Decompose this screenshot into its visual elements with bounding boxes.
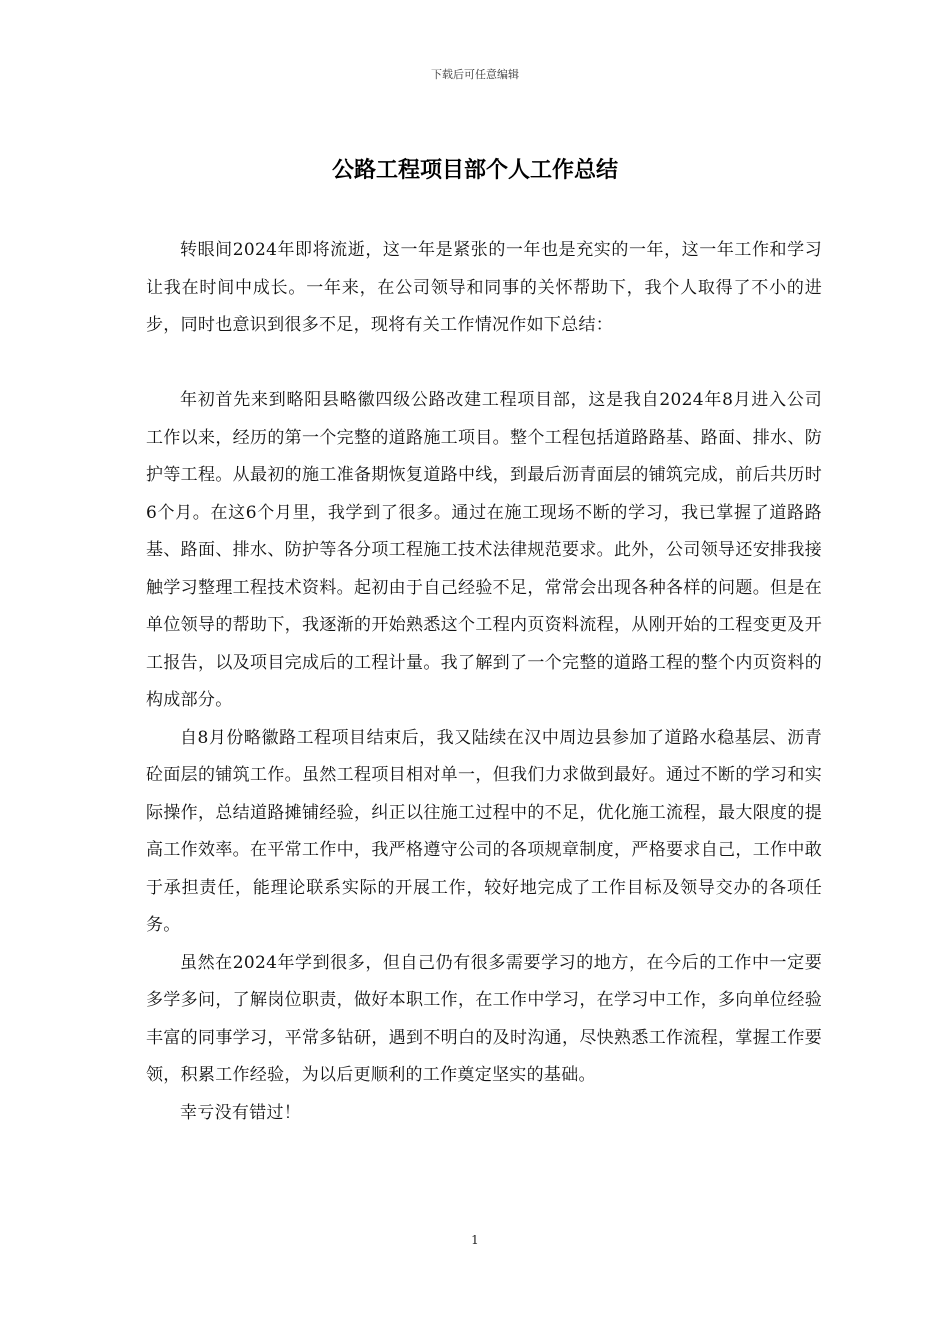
paragraph-closing: 幸亏没有错过！ bbox=[180, 1102, 302, 1123]
paragraph-later-work: 自8月份略徽路工程项目结束后，我又陆续在汉中周边县参加了道路水稳基层、沥青砼面层的铺筑工作。虽然工程项目相对单一，但我们力求做到最好。通过不断的学习和实际操作，总结道路摊铺经验，纠正以往施工过程中的不足，优化施工流程，最大限度的提高工作效率。在平常工作中，我严格遵守公司的各项规章制度，严格要求自己，工作中敢于承担责任，能理论联系实际的开展工作，较好地完成了工作目标及领导交办的各项任务。 bbox=[146, 727, 822, 935]
document-body bbox=[146, 232, 822, 1132]
page-header-note: 下载后可任意编辑 bbox=[431, 68, 519, 81]
paragraph-project-experience: 年初首先来到略阳县略徽四级公路改建工程项目部，这是我自2024年8月进入公司工作以来，经历的第一个完整的道路施工项目。整个工程包括道路路基、路面、排水、防护等工程。从最初的施工准备期恢复道路中线，到最后沥青面层的铺筑完成，前后共历时6个月。在这6个月里，我学到了很多。通过在施工现场不断的学习，我已掌握了道路路基、路面、排水、防护等各分项工程施工技术法律规范要求。此外，公司领导还安排我接触学习整理工程技术资料。起初由于自己经验不足，常常会出现各种各样的问题。但是在单位领导的帮助下，我逐渐的开始熟悉这个工程内页资料流程，从刚开始的工程变更及开工报告，以及项目完成后的工程计量。我了解到了一个完整的道路工程的整个内页资料的构成部分。 bbox=[146, 390, 822, 710]
page-number: 1 bbox=[471, 1233, 479, 1247]
paragraph-future-plan: 虽然在2024年学到很多，但自己仍有很多需要学习的地方，在今后的工作中一定要多学多问，了解岗位职责，做好本职工作，在工作中学习，在学习中工作，多向单位经验丰富的同事学习，平常多钻研，遇到不明白的及时沟通，尽快熟悉工作流程，掌握工作要领，积累工作经验，为以后更顺利的工作奠定坚实的基础。 bbox=[146, 952, 822, 1085]
document-title: 公路工程项目部个人工作总结 bbox=[331, 158, 618, 183]
paragraph-intro: 转眼间2024年即将流逝，这一年是紧张的一年也是充实的一年，这一年工作和学习让我在时间中成长。一年来，在公司领导和同事的关怀帮助下，我个人取得了不小的进步，同时也意识到很多不足，现将有关工作情况作如下总结： bbox=[146, 240, 822, 335]
